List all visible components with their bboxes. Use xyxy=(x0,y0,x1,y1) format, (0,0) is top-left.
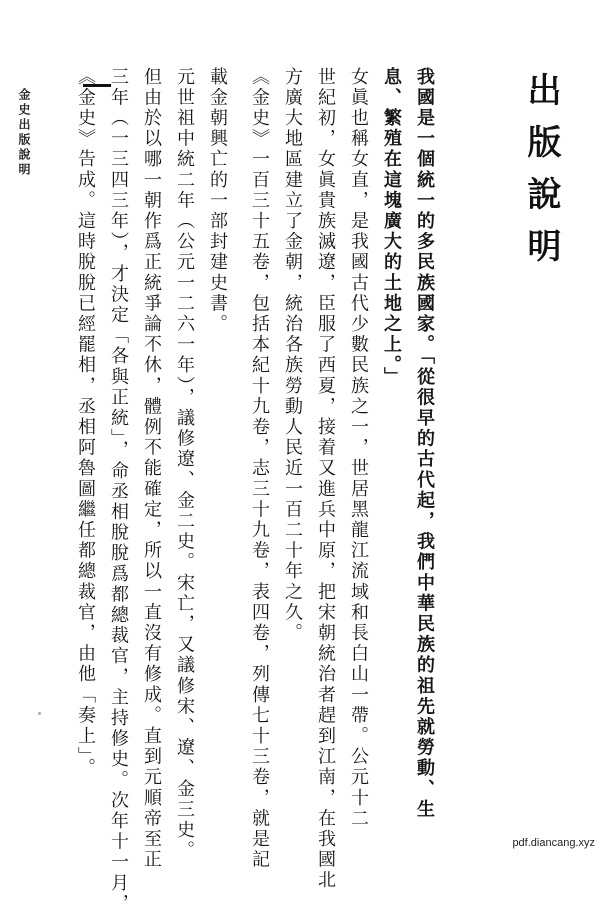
text-line-1: 我國是一個統一的多民族國家。「從很早的古代起，我們中華民族的祖先就勞動、生 xyxy=(414,67,435,821)
text-line-6: 《金史》一百三十五卷，包括本紀十九卷，志三十九卷，表四卷，列傳七十三卷，就是記 xyxy=(249,67,270,871)
chapter-title: 出版說明 xyxy=(521,72,561,280)
text-line-7: 載金朝興亡的一部封建史書。 xyxy=(207,67,228,335)
running-header: 金史出版說明 xyxy=(17,88,31,178)
text-line-3: 女眞也稱女直，是我國古代少數民族之一，世居黑龍江流域和長白山一帶。公元十二 xyxy=(348,67,369,830)
text-line-2: 息、繁殖在這塊廣大的土地之上。」 xyxy=(381,67,402,388)
text-line-10: 三年（一三四三年），才決定「各與正統」，命丞相脫脫爲都總裁官，主持修史。次年十一月， xyxy=(108,67,129,914)
text-line-5: 方廣大地區建立了金朝，統治各族勞動人民近一百二十年之久。 xyxy=(282,67,303,644)
text-line-11: 《金史》告成。這時脫脫已經罷相，丞相阿魯圖繼任都總裁官，由他「奏上」。 xyxy=(75,67,96,779)
text-line-9: 但由於以哪一朝作爲正統爭論不休，體例不能確定，所以一直沒有修成。直到元順帝至正 xyxy=(141,67,162,871)
watermark: pdf.diancang.xyz xyxy=(512,837,595,849)
text-line-8: 元世祖中統二年（公元一二六一年），議修遼、金二史。宋亡，又議修宋、遼、金三史。 xyxy=(174,67,195,862)
text-line-4: 世紀初，女眞貴族滅遼，臣服了西夏，接着又進兵中原，把宋朝統治者趕到江南，在我國北 xyxy=(315,67,336,891)
scan-speck xyxy=(38,712,41,715)
